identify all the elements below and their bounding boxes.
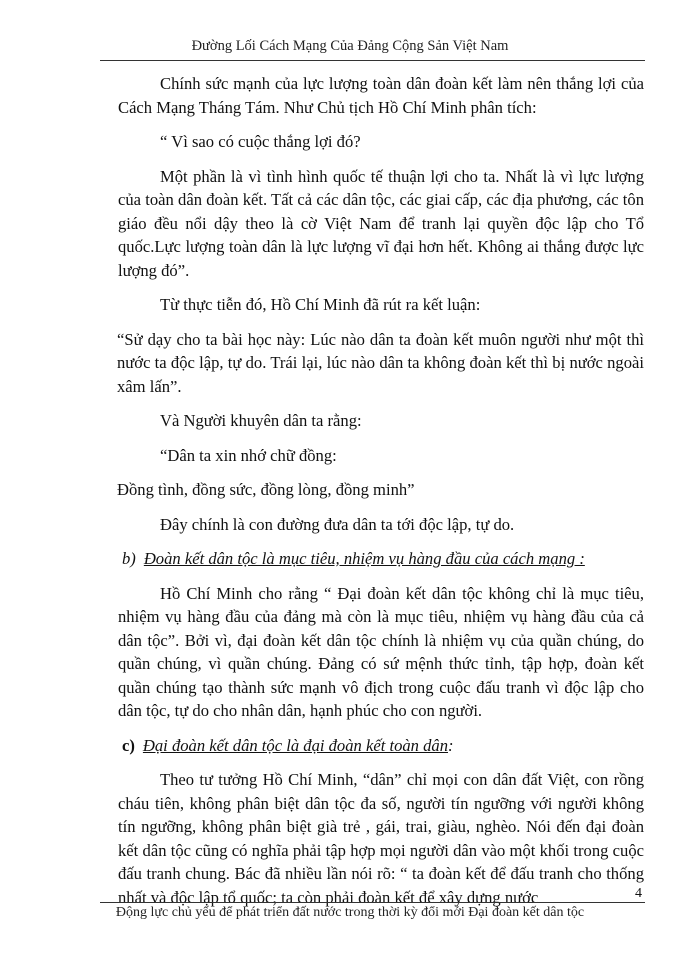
document-body (118, 72, 644, 920)
header-rule (100, 60, 645, 61)
paragraph-11: Theo tư tưởng Hồ Chí Minh, “dân” chỉ mọi con dân đất Việt, con rồng cháu tiên, không phân biệt dân tộc đa số, người tín ngưỡng với người không tín ngưỡng, không phân biệt già trẻ , gái, trai, giàu, nghèo. Nói đến đại đoàn kết dân tộc cũng có nghĩa phải tập hợp mọi người dân vào một khối trong cuộc đấu tranh chung. Bác đã nhiều lần nói rõ: “ ta đoàn kết để đấu tranh cho thống nhất và độc lập tổ quốc; ta còn phải đoàn kết để xây dựng nước (118, 770, 644, 907)
paragraph-3: Một phần là vì tình hình quốc tế thuận lợi cho ta. Nhất là vì lực lượng của toàn dân đoàn kết. Tất cả các dân tộc, các giai cấp, các địa phương, các tôn giáo đều nổi dậy theo là cờ Việt Nam để tranh lại quyền độc lập cho Tổ quốc.Lực lượng toàn dân là lực lượng vĩ đại hơn hết. Không ai thắng được lực lượng đó”. (118, 166, 644, 280)
verse-line-1: “Dân ta xin nhớ chữ đồng: (160, 445, 337, 465)
running-header: Đường Lối Cách Mạng Của Đảng Cộng Sản Việt Nam (191, 38, 509, 54)
section-title-b: Đoàn kết dân tộc là mục tiêu, nhiệm vụ hàng đầu của cách mạng : (143, 549, 585, 568)
section-title-c: Đại đoàn kết dân tộc là đại đoàn kết toàn dân (142, 735, 449, 755)
paragraph-1: Chính sức mạnh của lực lượng toàn dân đoàn kết làm nên thắng lợi của Cách Mạng Tháng Tám. Như Chủ tịch Hồ Chí Minh phân tích: (118, 74, 644, 117)
section-heading-c (118, 734, 644, 758)
section-title-c-colon: : (448, 735, 454, 755)
verse-line-2: Đồng tình, đồng sức, đồng lòng, đồng minh” (117, 480, 415, 499)
paragraph-6: Và Người khuyên dân ta rằng: (160, 411, 362, 430)
section-label-b: b) (122, 549, 136, 568)
section-label-c: c) (122, 735, 135, 755)
paragraph-10: Hồ Chí Minh cho rằng “ Đại đoàn kết dân tộc không chỉ là mục tiêu, nhiệm vụ hàng đầu của đảng mà còn là mục tiêu, nhiệm vụ hàng đầu của cả dân tộc”. Bởi vì, đại đoàn kết dân tộc chính là nhiệm vụ của quần chúng, do quần chúng, vì quần chúng. Đảng có sứ mệnh thức tỉnh, tập hợp, đoàn kết quần chúng tạo thành sức mạnh vô địch trong cuộc đấu tranh vì độc lập cho dân tộc, tự do cho nhân dân, hạnh phúc cho con người. (118, 583, 644, 720)
running-footer: Động lực chủ yếu để phát triển đất nước trong thời kỳ đổi mới Đại đoàn kết dân tộc (115, 905, 585, 920)
paragraph-9: Đây chính là con đường đưa dân ta tới độc lập, tự do. (160, 514, 515, 534)
paragraph-4: Từ thực tiễn đó, Hồ Chí Minh đã rút ra kết luận: (160, 295, 481, 314)
quote-lesson: “Sử dạy cho ta bài học này: Lúc nào dân ta đoàn kết muôn người như một thì nước ta độc lập, tự do. Trái lại, lúc nào dân ta không đoàn kết thì bị nước ngoài xâm lấn”. (117, 329, 644, 396)
quote-question: “ Vì sao có cuộc thắng lợi đó? (160, 132, 361, 151)
page-number: 4 (635, 886, 642, 901)
section-heading-b (118, 547, 644, 571)
footer-rule (100, 902, 645, 903)
